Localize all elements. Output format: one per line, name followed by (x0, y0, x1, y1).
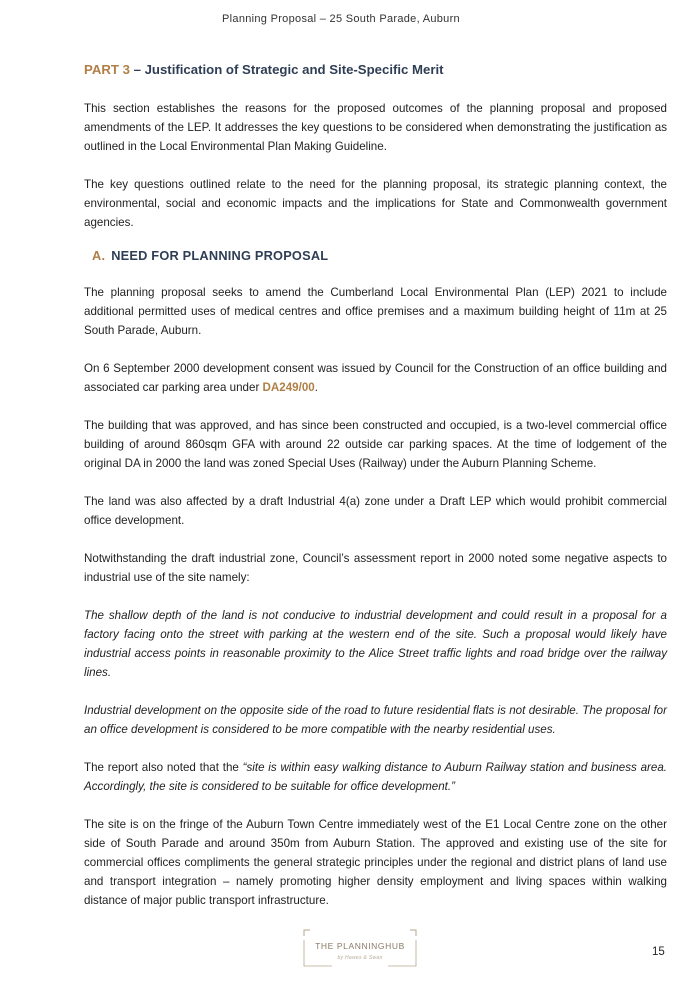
body-paragraph-6-text: The report also noted that the (84, 761, 243, 774)
logo-text: THE PLANNINGHUB (315, 941, 405, 951)
section-a-letter: A. (92, 248, 106, 263)
da-reference-link[interactable]: DA249/00 (262, 381, 315, 394)
planning-hub-logo (302, 928, 418, 968)
body-paragraph-3: The building that was approved, and has since been constructed and occupied, is a two-level commercial office building of around 860sqm GFA with around 22 outside car parking spaces. At the time of lodgement of the original DA in 2000 the land was zoned Special Uses (Railway) under the Auburn Planning Scheme. (84, 419, 667, 470)
body-paragraph-5: Notwithstanding the draft industrial zone, Council’s assessment report in 2000 noted some negative aspects to industrial use of the site namely: (84, 552, 667, 584)
body-paragraph-2 (84, 359, 667, 397)
quote-paragraph-1: The shallow depth of the land is not conducive to industrial development and could result in a proposal for a factory facing onto the street with parking at the western end of the site. Such a proposal would likely have industrial access points in reasonable proximity to the Alice Street traffic lights and road bridge over the railway lines. (84, 609, 667, 679)
page-content (84, 60, 667, 929)
logo-tagline: by Hawes & Swan (337, 955, 383, 961)
quote-paragraph-2: Industrial development on the opposite side of the road to future residential flats is not desirable. The proposal for an office development is considered to be more compatible with the nearby residential uses. (84, 704, 667, 736)
body-paragraph-2-text: On 6 September 2000 development consent was issued by Council for the Construction of an office building and associated car parking area under (84, 362, 667, 394)
part-label: PART 3 (84, 62, 130, 77)
body-paragraph-2-end: . (314, 381, 318, 394)
body-paragraph-1: The planning proposal seeks to amend the Cumberland Local Environmental Plan (LEP) 2021 to include additional permitted uses of medical centres and office premises and a maximum building height of 11m at 25 South Parade, Auburn. (84, 286, 667, 337)
intro-paragraph-2: The key questions outlined relate to the need for the planning proposal, its strategic planning context, the environmental, social and economic impacts and the implications for State and Commonwealth government agencies. (84, 178, 667, 229)
page-number: 15 (652, 946, 665, 958)
body-paragraph-6-quote: “site is within easy walking distance to Auburn Railway station and business area. Accordingly, the site is considered to be suitable for office development.” (84, 761, 668, 793)
section-a-title: NEED FOR PLANNING PROPOSAL (111, 248, 329, 263)
section-a-heading (92, 246, 667, 265)
body-paragraph-7: The site is on the fringe of the Auburn Town Centre immediately west of the E1 Local Centre zone on the other side of South Parade and around 350m from Auburn Station. The approved and existing use of the site for commercial offices compliments the general strategic principles under the regional and district plans of land use and transport integration – namely promoting higher density employment and living spaces within walking distance of major public transport infrastructure. (84, 818, 667, 907)
body-paragraph-6 (84, 758, 667, 796)
body-paragraph-4: The land was also affected by a draft Industrial 4(a) zone under a Draft LEP which would prohibit commercial office development. (84, 495, 667, 527)
intro-paragraph-1: This section establishes the reasons for the proposed outcomes of the planning proposal and proposed amendments of the LEP. It addresses the key questions to be considered when demonstrating the justification as outlined in the Local Environmental Plan Making Guideline. (84, 102, 667, 153)
running-header: Planning Proposal – 25 South Parade, Auburn (222, 13, 460, 25)
part-title: – Justification of Strategic and Site-Specific Merit (129, 62, 444, 77)
part-heading (84, 60, 667, 79)
